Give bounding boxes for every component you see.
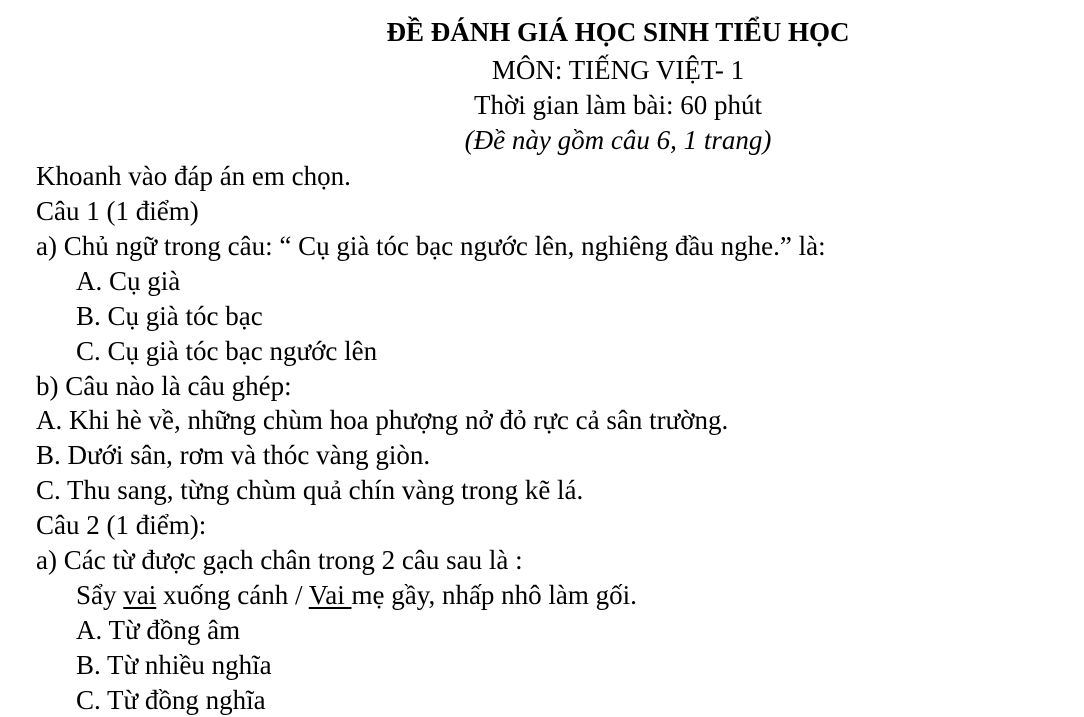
time-line: Thời gian làm bài: 60 phút (474, 90, 762, 120)
question-1b-option-a: A. Khi hè về, những chùm hoa phượng nở đỏ rực cả sân trường. (36, 405, 729, 435)
underlined-word-2: Vai (308, 580, 352, 610)
underlined-word-1: vai (123, 580, 157, 610)
example-s1-post: xuống cánh / (156, 580, 309, 610)
question-2a-option-a: A. Từ đồng âm (76, 615, 241, 645)
exam-title: ĐỀ ĐÁNH GIÁ HỌC SINH TIỂU HỌC (386, 17, 850, 47)
question-1b-option-c: C. Thu sang, từng chùm quả chín vàng trong kẽ lá. (36, 475, 584, 505)
question-1b-prompt: b) Câu nào là câu ghép: (36, 371, 292, 401)
question-2-heading: Câu 2 (1 điểm): (36, 510, 207, 540)
question-1a-option-a: A. Cụ già (76, 266, 181, 296)
question-2a-option-c: C. Từ đồng nghĩa (76, 685, 266, 715)
example-s1-pre: Sẩy (76, 580, 124, 610)
question-2a-prompt: a) Các từ được gạch chân trong 2 câu sau là : (36, 545, 523, 575)
example-sentences (76, 579, 637, 611)
question-1b-option-b: B. Dưới sân, rơm và thóc vàng giòn. (36, 440, 431, 470)
question-1a-prompt: a) Chủ ngữ trong câu: “ Cụ già tóc bạc ngước lên, nghiêng đầu nghe.” là: (36, 231, 826, 261)
page-note: (Đề này gồm câu 6, 1 trang) (464, 125, 772, 155)
question-1a-option-c: C. Cụ già tóc bạc ngước lên (76, 336, 378, 366)
question-2a-option-b: B. Từ nhiều nghĩa (76, 650, 272, 680)
example-s2-post: mẹ gầy, nhấp nhô làm gối. (351, 580, 637, 610)
instruction-text: Khoanh vào đáp án em chọn. (36, 161, 351, 191)
question-1a-option-b: B. Cụ già tóc bạc (76, 301, 263, 331)
subject-line: MÔN: TIẾNG VIỆT- 1 (491, 55, 745, 85)
question-1-heading: Câu 1 (1 điểm) (36, 196, 199, 226)
